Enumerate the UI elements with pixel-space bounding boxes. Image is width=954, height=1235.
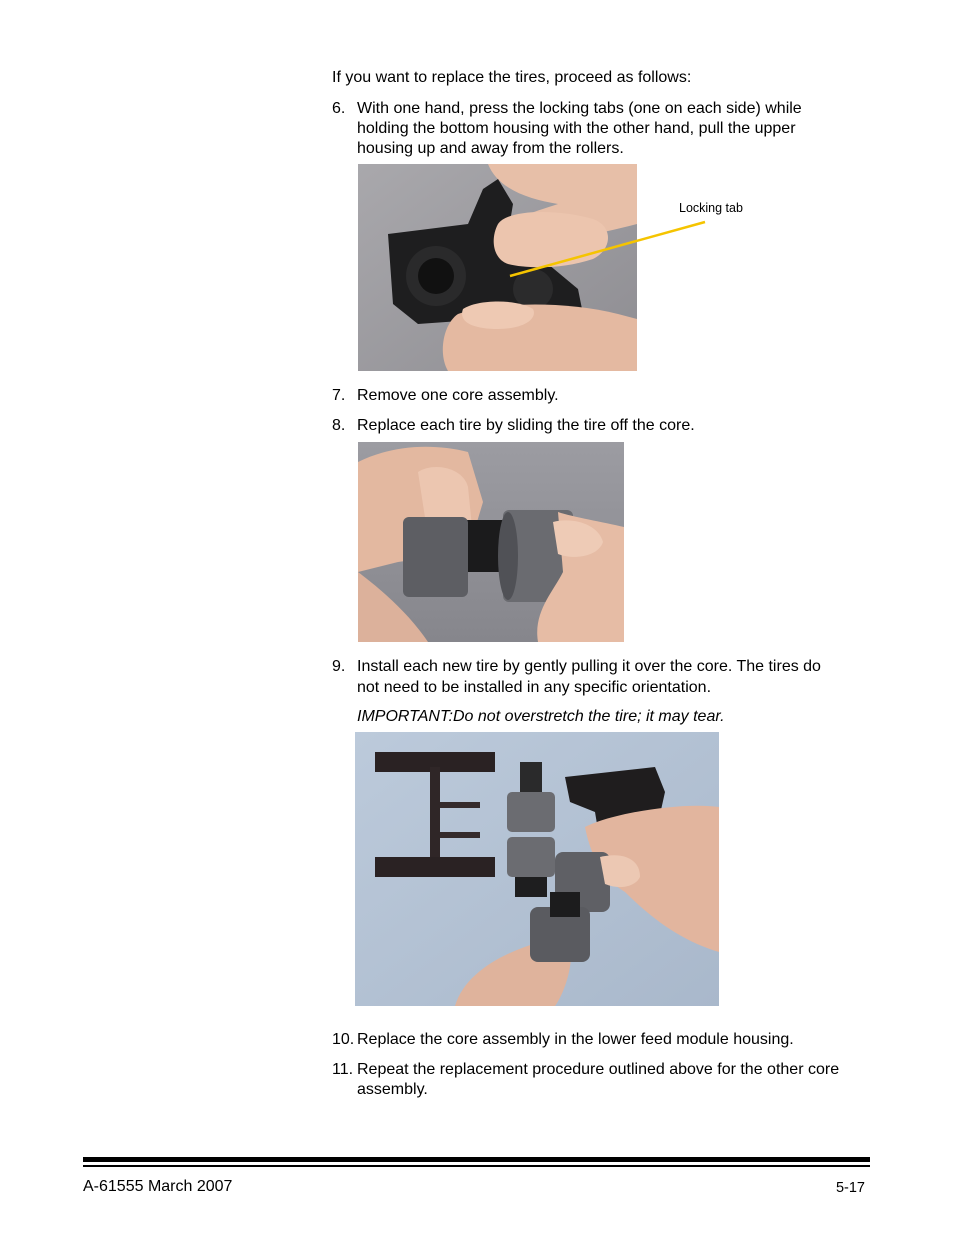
callout-locking-tab: Locking tab bbox=[679, 201, 743, 215]
step-9-number: 9. bbox=[332, 658, 346, 675]
footer-rule-thick bbox=[83, 1157, 870, 1162]
photo-installing-tire bbox=[355, 732, 719, 1006]
step-11-number: 11. bbox=[332, 1061, 354, 1078]
step-9-line-2: not need to be installed in any specific orientation. bbox=[357, 679, 712, 696]
footer-page-number: 5-17 bbox=[835, 1180, 865, 1196]
step-6-line-3: housing up and away from the rollers. bbox=[357, 140, 624, 157]
step-10-line-1: Replace the core assembly in the lower feed module housing. bbox=[357, 1031, 794, 1048]
step-7-number: 7. bbox=[332, 387, 346, 404]
important-note: IMPORTANT:Do not overstretch the tire; it may tear. bbox=[357, 708, 725, 725]
intro-text: If you want to replace the tires, proceed as follows: bbox=[332, 69, 692, 86]
step-6-number: 6. bbox=[332, 100, 346, 117]
tire-install-photo bbox=[355, 732, 719, 1006]
step-6-line-1: With one hand, press the locking tabs (one on each side) while bbox=[357, 100, 802, 117]
step-11-line-1: Repeat the replacement procedure outlined above for the other core bbox=[357, 1061, 840, 1078]
step-8-number: 8. bbox=[332, 417, 346, 434]
step-8-line-1: Replace each tire by sliding the tire off the core. bbox=[357, 417, 695, 434]
step-6-line-2: holding the bottom housing with the other hand, pull the upper bbox=[357, 120, 796, 137]
tire-removal-photo bbox=[358, 442, 624, 642]
footer-doc-id: A-61555 March 2007 bbox=[83, 1178, 233, 1195]
footer-rule-thin bbox=[83, 1165, 870, 1167]
step-7-line-1: Remove one core assembly. bbox=[357, 387, 559, 404]
step-11-line-2: assembly. bbox=[357, 1081, 428, 1098]
step-10-number: 10. bbox=[332, 1031, 355, 1048]
callout-leader-line bbox=[505, 218, 711, 280]
step-9-line-1: Install each new tire by gently pulling it over the core. The tires do bbox=[357, 658, 821, 675]
photo-sliding-tire bbox=[358, 442, 624, 642]
